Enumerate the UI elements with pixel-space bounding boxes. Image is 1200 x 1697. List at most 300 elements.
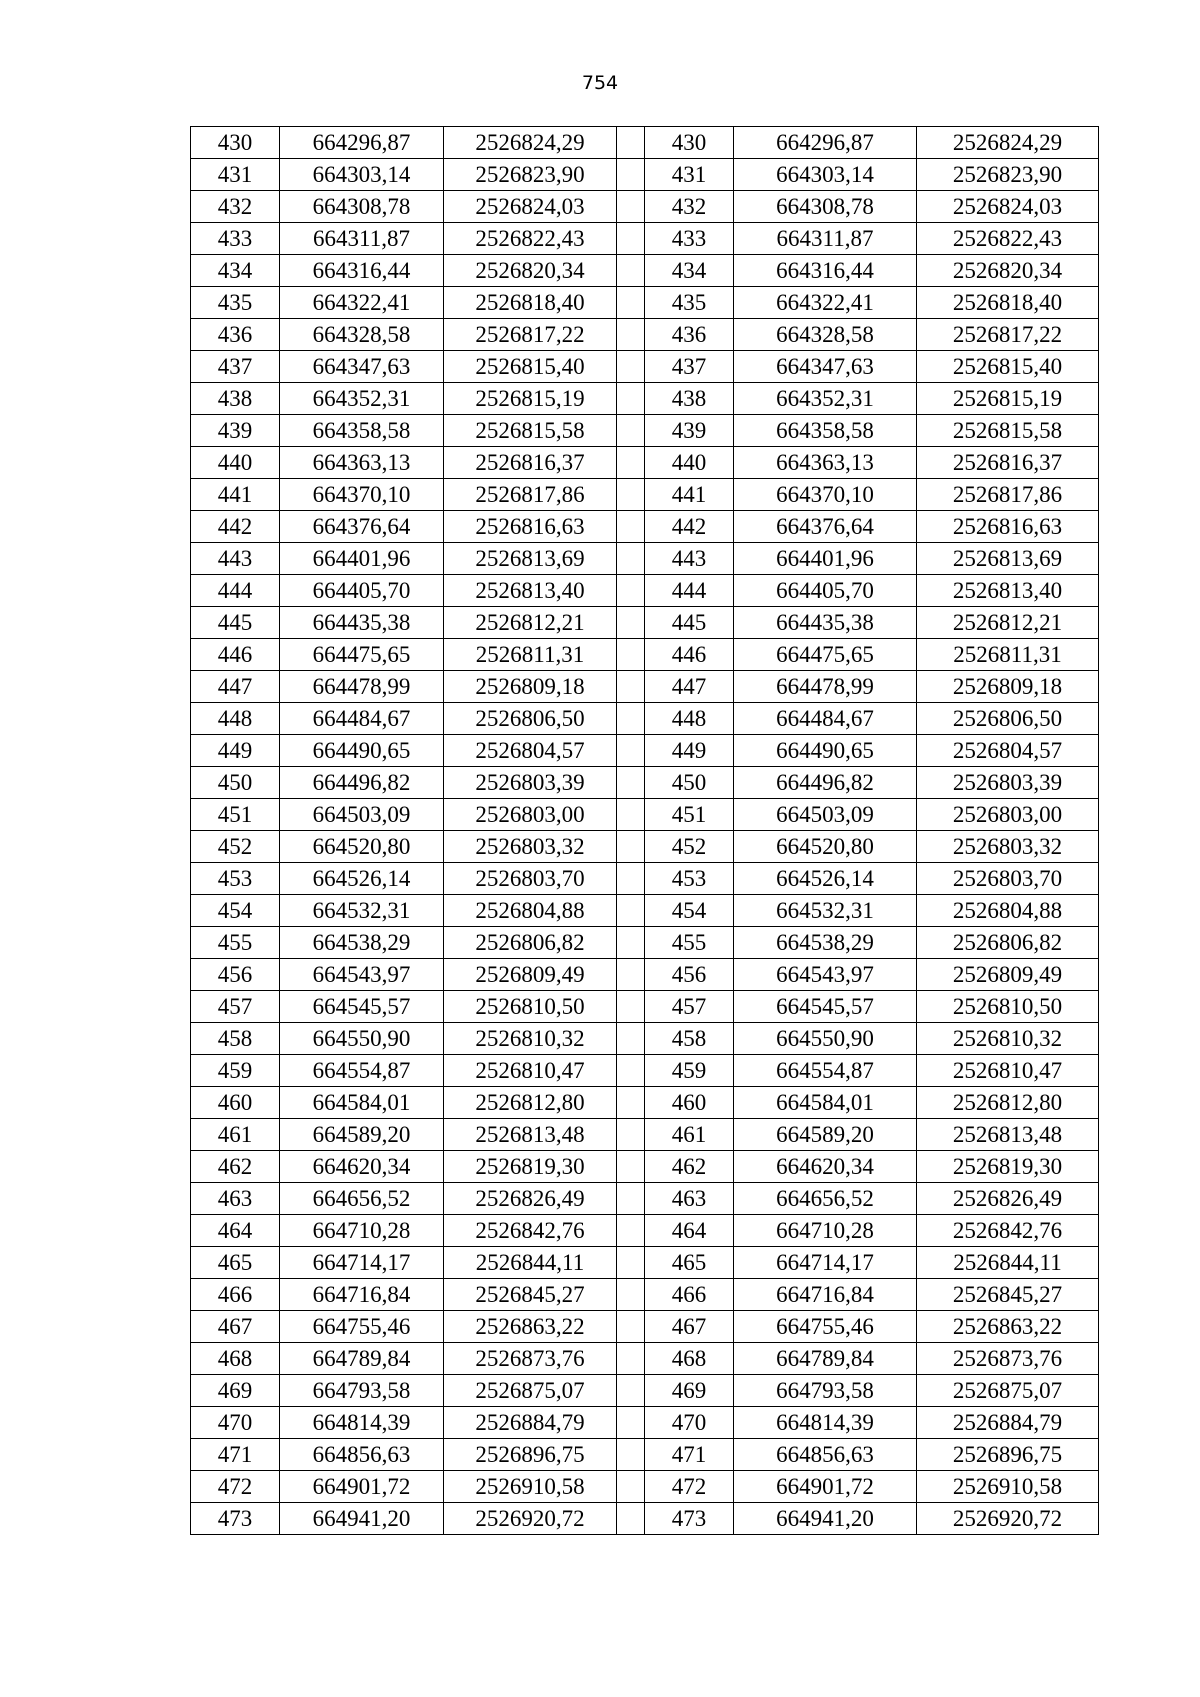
point-number-cell: 459 bbox=[645, 1055, 734, 1087]
y-coordinate-cell: 2526815,19 bbox=[444, 383, 617, 415]
x-coordinate-cell: 664554,87 bbox=[734, 1055, 917, 1087]
y-coordinate-cell: 2526896,75 bbox=[444, 1439, 617, 1471]
point-number-cell: 435 bbox=[191, 287, 280, 319]
point-number-cell: 453 bbox=[645, 863, 734, 895]
x-coordinate-cell: 664358,58 bbox=[280, 415, 444, 447]
y-coordinate-cell: 2526803,39 bbox=[917, 767, 1099, 799]
spacer-cell bbox=[617, 575, 645, 607]
x-coordinate-cell: 664550,90 bbox=[734, 1023, 917, 1055]
table-row bbox=[191, 1439, 1099, 1471]
spacer-cell bbox=[617, 1503, 645, 1535]
table-row bbox=[191, 1183, 1099, 1215]
point-number-cell: 450 bbox=[191, 767, 280, 799]
point-number-cell: 451 bbox=[645, 799, 734, 831]
table-row bbox=[191, 479, 1099, 511]
x-coordinate-cell: 664545,57 bbox=[280, 991, 444, 1023]
point-number-cell: 455 bbox=[191, 927, 280, 959]
point-number-cell: 458 bbox=[191, 1023, 280, 1055]
x-coordinate-cell: 664347,63 bbox=[734, 351, 917, 383]
spacer-cell bbox=[617, 607, 645, 639]
point-number-cell: 463 bbox=[191, 1183, 280, 1215]
y-coordinate-cell: 2526811,31 bbox=[917, 639, 1099, 671]
y-coordinate-cell: 2526812,21 bbox=[917, 607, 1099, 639]
x-coordinate-cell: 664538,29 bbox=[734, 927, 917, 959]
point-number-cell: 461 bbox=[191, 1119, 280, 1151]
table-row bbox=[191, 159, 1099, 191]
spacer-cell bbox=[617, 1343, 645, 1375]
x-coordinate-cell: 664303,14 bbox=[734, 159, 917, 191]
y-coordinate-cell: 2526822,43 bbox=[917, 223, 1099, 255]
point-number-cell: 448 bbox=[191, 703, 280, 735]
table-row bbox=[191, 1279, 1099, 1311]
spacer-cell bbox=[617, 799, 645, 831]
table-row bbox=[191, 255, 1099, 287]
y-coordinate-cell: 2526810,32 bbox=[917, 1023, 1099, 1055]
y-coordinate-cell: 2526804,88 bbox=[917, 895, 1099, 927]
point-number-cell: 441 bbox=[191, 479, 280, 511]
table-row bbox=[191, 127, 1099, 159]
y-coordinate-cell: 2526844,11 bbox=[917, 1247, 1099, 1279]
y-coordinate-cell: 2526819,30 bbox=[917, 1151, 1099, 1183]
y-coordinate-cell: 2526875,07 bbox=[444, 1375, 617, 1407]
spacer-cell bbox=[617, 1215, 645, 1247]
y-coordinate-cell: 2526804,57 bbox=[917, 735, 1099, 767]
x-coordinate-cell: 664435,38 bbox=[734, 607, 917, 639]
table-row bbox=[191, 1247, 1099, 1279]
point-number-cell: 442 bbox=[191, 511, 280, 543]
y-coordinate-cell: 2526804,57 bbox=[444, 735, 617, 767]
y-coordinate-cell: 2526824,03 bbox=[444, 191, 617, 223]
point-number-cell: 466 bbox=[645, 1279, 734, 1311]
y-coordinate-cell: 2526806,82 bbox=[917, 927, 1099, 959]
x-coordinate-cell: 664311,87 bbox=[734, 223, 917, 255]
y-coordinate-cell: 2526910,58 bbox=[917, 1471, 1099, 1503]
point-number-cell: 455 bbox=[645, 927, 734, 959]
x-coordinate-cell: 664620,34 bbox=[280, 1151, 444, 1183]
point-number-cell: 471 bbox=[191, 1439, 280, 1471]
x-coordinate-cell: 664793,58 bbox=[734, 1375, 917, 1407]
x-coordinate-cell: 664296,87 bbox=[734, 127, 917, 159]
spacer-cell bbox=[617, 1439, 645, 1471]
spacer-cell bbox=[617, 991, 645, 1023]
y-coordinate-cell: 2526806,50 bbox=[917, 703, 1099, 735]
x-coordinate-cell: 664532,31 bbox=[734, 895, 917, 927]
table-row bbox=[191, 863, 1099, 895]
x-coordinate-cell: 664793,58 bbox=[280, 1375, 444, 1407]
x-coordinate-cell: 664589,20 bbox=[280, 1119, 444, 1151]
spacer-cell bbox=[617, 127, 645, 159]
x-coordinate-cell: 664484,67 bbox=[280, 703, 444, 735]
x-coordinate-cell: 664538,29 bbox=[280, 927, 444, 959]
point-number-cell: 452 bbox=[645, 831, 734, 863]
table-row bbox=[191, 1311, 1099, 1343]
point-number-cell: 465 bbox=[191, 1247, 280, 1279]
point-number-cell: 432 bbox=[645, 191, 734, 223]
y-coordinate-cell: 2526815,58 bbox=[917, 415, 1099, 447]
point-number-cell: 434 bbox=[645, 255, 734, 287]
table-row bbox=[191, 511, 1099, 543]
table-row bbox=[191, 799, 1099, 831]
x-coordinate-cell: 664520,80 bbox=[280, 831, 444, 863]
point-number-cell: 435 bbox=[645, 287, 734, 319]
point-number-cell: 446 bbox=[191, 639, 280, 671]
coordinates-table-body bbox=[191, 127, 1099, 1535]
spacer-cell bbox=[617, 1279, 645, 1311]
y-coordinate-cell: 2526824,03 bbox=[917, 191, 1099, 223]
y-coordinate-cell: 2526816,37 bbox=[917, 447, 1099, 479]
y-coordinate-cell: 2526809,18 bbox=[917, 671, 1099, 703]
y-coordinate-cell: 2526813,40 bbox=[917, 575, 1099, 607]
point-number-cell: 460 bbox=[191, 1087, 280, 1119]
table-row bbox=[191, 287, 1099, 319]
spacer-cell bbox=[617, 447, 645, 479]
spacer-cell bbox=[617, 351, 645, 383]
y-coordinate-cell: 2526819,30 bbox=[444, 1151, 617, 1183]
x-coordinate-cell: 664490,65 bbox=[734, 735, 917, 767]
y-coordinate-cell: 2526818,40 bbox=[444, 287, 617, 319]
x-coordinate-cell: 664405,70 bbox=[734, 575, 917, 607]
table-row bbox=[191, 895, 1099, 927]
x-coordinate-cell: 664584,01 bbox=[280, 1087, 444, 1119]
point-number-cell: 438 bbox=[645, 383, 734, 415]
table-row bbox=[191, 191, 1099, 223]
x-coordinate-cell: 664550,90 bbox=[280, 1023, 444, 1055]
point-number-cell: 456 bbox=[645, 959, 734, 991]
x-coordinate-cell: 664303,14 bbox=[280, 159, 444, 191]
spacer-cell bbox=[617, 223, 645, 255]
point-number-cell: 441 bbox=[645, 479, 734, 511]
spacer-cell bbox=[617, 1087, 645, 1119]
point-number-cell: 449 bbox=[191, 735, 280, 767]
point-number-cell: 434 bbox=[191, 255, 280, 287]
x-coordinate-cell: 664316,44 bbox=[280, 255, 444, 287]
x-coordinate-cell: 664435,38 bbox=[280, 607, 444, 639]
x-coordinate-cell: 664478,99 bbox=[734, 671, 917, 703]
coordinates-table bbox=[190, 126, 1099, 1535]
table-row bbox=[191, 959, 1099, 991]
spacer-cell bbox=[617, 287, 645, 319]
x-coordinate-cell: 664475,65 bbox=[734, 639, 917, 671]
x-coordinate-cell: 664901,72 bbox=[734, 1471, 917, 1503]
point-number-cell: 458 bbox=[645, 1023, 734, 1055]
point-number-cell: 466 bbox=[191, 1279, 280, 1311]
x-coordinate-cell: 664941,20 bbox=[734, 1503, 917, 1535]
spacer-cell bbox=[617, 511, 645, 543]
point-number-cell: 461 bbox=[645, 1119, 734, 1151]
x-coordinate-cell: 664370,10 bbox=[734, 479, 917, 511]
spacer-cell bbox=[617, 1247, 645, 1279]
x-coordinate-cell: 664352,31 bbox=[734, 383, 917, 415]
x-coordinate-cell: 664503,09 bbox=[734, 799, 917, 831]
table-row bbox=[191, 319, 1099, 351]
y-coordinate-cell: 2526910,58 bbox=[444, 1471, 617, 1503]
spacer-cell bbox=[617, 927, 645, 959]
y-coordinate-cell: 2526809,49 bbox=[917, 959, 1099, 991]
y-coordinate-cell: 2526803,32 bbox=[444, 831, 617, 863]
y-coordinate-cell: 2526816,37 bbox=[444, 447, 617, 479]
x-coordinate-cell: 664490,65 bbox=[280, 735, 444, 767]
point-number-cell: 472 bbox=[191, 1471, 280, 1503]
table-row bbox=[191, 575, 1099, 607]
x-coordinate-cell: 664620,34 bbox=[734, 1151, 917, 1183]
point-number-cell: 437 bbox=[191, 351, 280, 383]
table-row bbox=[191, 735, 1099, 767]
point-number-cell: 468 bbox=[645, 1343, 734, 1375]
y-coordinate-cell: 2526842,76 bbox=[917, 1215, 1099, 1247]
x-coordinate-cell: 664503,09 bbox=[280, 799, 444, 831]
x-coordinate-cell: 664376,64 bbox=[734, 511, 917, 543]
point-number-cell: 470 bbox=[191, 1407, 280, 1439]
x-coordinate-cell: 664401,96 bbox=[734, 543, 917, 575]
y-coordinate-cell: 2526813,40 bbox=[444, 575, 617, 607]
x-coordinate-cell: 664484,67 bbox=[734, 703, 917, 735]
x-coordinate-cell: 664755,46 bbox=[280, 1311, 444, 1343]
x-coordinate-cell: 664755,46 bbox=[734, 1311, 917, 1343]
x-coordinate-cell: 664376,64 bbox=[280, 511, 444, 543]
x-coordinate-cell: 664656,52 bbox=[734, 1183, 917, 1215]
point-number-cell: 473 bbox=[191, 1503, 280, 1535]
spacer-cell bbox=[617, 1119, 645, 1151]
point-number-cell: 447 bbox=[645, 671, 734, 703]
x-coordinate-cell: 664584,01 bbox=[734, 1087, 917, 1119]
point-number-cell: 465 bbox=[645, 1247, 734, 1279]
point-number-cell: 464 bbox=[645, 1215, 734, 1247]
x-coordinate-cell: 664901,72 bbox=[280, 1471, 444, 1503]
y-coordinate-cell: 2526817,22 bbox=[444, 319, 617, 351]
point-number-cell: 449 bbox=[645, 735, 734, 767]
table-row bbox=[191, 703, 1099, 735]
point-number-cell: 447 bbox=[191, 671, 280, 703]
y-coordinate-cell: 2526812,80 bbox=[917, 1087, 1099, 1119]
y-coordinate-cell: 2526810,50 bbox=[444, 991, 617, 1023]
point-number-cell: 443 bbox=[191, 543, 280, 575]
x-coordinate-cell: 664405,70 bbox=[280, 575, 444, 607]
point-number-cell: 464 bbox=[191, 1215, 280, 1247]
table-row bbox=[191, 1119, 1099, 1151]
y-coordinate-cell: 2526824,29 bbox=[917, 127, 1099, 159]
y-coordinate-cell: 2526823,90 bbox=[444, 159, 617, 191]
x-coordinate-cell: 664475,65 bbox=[280, 639, 444, 671]
x-coordinate-cell: 664656,52 bbox=[280, 1183, 444, 1215]
table-row bbox=[191, 415, 1099, 447]
y-coordinate-cell: 2526815,19 bbox=[917, 383, 1099, 415]
spacer-cell bbox=[617, 415, 645, 447]
x-coordinate-cell: 664308,78 bbox=[734, 191, 917, 223]
x-coordinate-cell: 664716,84 bbox=[280, 1279, 444, 1311]
y-coordinate-cell: 2526810,47 bbox=[444, 1055, 617, 1087]
point-number-cell: 459 bbox=[191, 1055, 280, 1087]
point-number-cell: 460 bbox=[645, 1087, 734, 1119]
y-coordinate-cell: 2526863,22 bbox=[917, 1311, 1099, 1343]
y-coordinate-cell: 2526817,22 bbox=[917, 319, 1099, 351]
y-coordinate-cell: 2526823,90 bbox=[917, 159, 1099, 191]
x-coordinate-cell: 664714,17 bbox=[734, 1247, 917, 1279]
table-row bbox=[191, 1087, 1099, 1119]
point-number-cell: 454 bbox=[191, 895, 280, 927]
point-number-cell: 451 bbox=[191, 799, 280, 831]
point-number-cell: 430 bbox=[645, 127, 734, 159]
x-coordinate-cell: 664496,82 bbox=[280, 767, 444, 799]
y-coordinate-cell: 2526844,11 bbox=[444, 1247, 617, 1279]
table-row bbox=[191, 927, 1099, 959]
y-coordinate-cell: 2526873,76 bbox=[917, 1343, 1099, 1375]
table-row bbox=[191, 351, 1099, 383]
x-coordinate-cell: 664308,78 bbox=[280, 191, 444, 223]
spacer-cell bbox=[617, 639, 645, 671]
point-number-cell: 463 bbox=[645, 1183, 734, 1215]
y-coordinate-cell: 2526813,69 bbox=[444, 543, 617, 575]
x-coordinate-cell: 664363,13 bbox=[734, 447, 917, 479]
table-row bbox=[191, 223, 1099, 255]
spacer-cell bbox=[617, 1183, 645, 1215]
y-coordinate-cell: 2526816,63 bbox=[444, 511, 617, 543]
spacer-cell bbox=[617, 703, 645, 735]
y-coordinate-cell: 2526820,34 bbox=[444, 255, 617, 287]
x-coordinate-cell: 664352,31 bbox=[280, 383, 444, 415]
y-coordinate-cell: 2526806,82 bbox=[444, 927, 617, 959]
spacer-cell bbox=[617, 767, 645, 799]
y-coordinate-cell: 2526884,79 bbox=[444, 1407, 617, 1439]
point-number-cell: 440 bbox=[645, 447, 734, 479]
x-coordinate-cell: 664856,63 bbox=[734, 1439, 917, 1471]
point-number-cell: 472 bbox=[645, 1471, 734, 1503]
point-number-cell: 446 bbox=[645, 639, 734, 671]
y-coordinate-cell: 2526803,70 bbox=[444, 863, 617, 895]
spacer-cell bbox=[617, 895, 645, 927]
spacer-cell bbox=[617, 383, 645, 415]
table-row bbox=[191, 607, 1099, 639]
point-number-cell: 467 bbox=[645, 1311, 734, 1343]
y-coordinate-cell: 2526817,86 bbox=[917, 479, 1099, 511]
table-row bbox=[191, 1343, 1099, 1375]
x-coordinate-cell: 664478,99 bbox=[280, 671, 444, 703]
spacer-cell bbox=[617, 1311, 645, 1343]
point-number-cell: 439 bbox=[645, 415, 734, 447]
point-number-cell: 468 bbox=[191, 1343, 280, 1375]
y-coordinate-cell: 2526826,49 bbox=[444, 1183, 617, 1215]
y-coordinate-cell: 2526842,76 bbox=[444, 1215, 617, 1247]
spacer-cell bbox=[617, 255, 645, 287]
x-coordinate-cell: 664814,39 bbox=[734, 1407, 917, 1439]
point-number-cell: 440 bbox=[191, 447, 280, 479]
point-number-cell: 442 bbox=[645, 511, 734, 543]
y-coordinate-cell: 2526875,07 bbox=[917, 1375, 1099, 1407]
table-row bbox=[191, 1375, 1099, 1407]
point-number-cell: 433 bbox=[645, 223, 734, 255]
y-coordinate-cell: 2526873,76 bbox=[444, 1343, 617, 1375]
x-coordinate-cell: 664716,84 bbox=[734, 1279, 917, 1311]
point-number-cell: 431 bbox=[645, 159, 734, 191]
x-coordinate-cell: 664543,97 bbox=[280, 959, 444, 991]
spacer-cell bbox=[617, 543, 645, 575]
point-number-cell: 437 bbox=[645, 351, 734, 383]
point-number-cell: 448 bbox=[645, 703, 734, 735]
x-coordinate-cell: 664710,28 bbox=[280, 1215, 444, 1247]
x-coordinate-cell: 664496,82 bbox=[734, 767, 917, 799]
y-coordinate-cell: 2526817,86 bbox=[444, 479, 617, 511]
spacer-cell bbox=[617, 959, 645, 991]
spacer-cell bbox=[617, 671, 645, 703]
point-number-cell: 436 bbox=[645, 319, 734, 351]
y-coordinate-cell: 2526804,88 bbox=[444, 895, 617, 927]
y-coordinate-cell: 2526809,18 bbox=[444, 671, 617, 703]
y-coordinate-cell: 2526810,32 bbox=[444, 1023, 617, 1055]
table-row bbox=[191, 543, 1099, 575]
table-row bbox=[191, 831, 1099, 863]
y-coordinate-cell: 2526816,63 bbox=[917, 511, 1099, 543]
point-number-cell: 456 bbox=[191, 959, 280, 991]
x-coordinate-cell: 664941,20 bbox=[280, 1503, 444, 1535]
point-number-cell: 471 bbox=[645, 1439, 734, 1471]
point-number-cell: 431 bbox=[191, 159, 280, 191]
point-number-cell: 457 bbox=[191, 991, 280, 1023]
spacer-cell bbox=[617, 159, 645, 191]
y-coordinate-cell: 2526803,00 bbox=[444, 799, 617, 831]
point-number-cell: 467 bbox=[191, 1311, 280, 1343]
y-coordinate-cell: 2526863,22 bbox=[444, 1311, 617, 1343]
x-coordinate-cell: 664322,41 bbox=[734, 287, 917, 319]
spacer-cell bbox=[617, 1055, 645, 1087]
point-number-cell: 453 bbox=[191, 863, 280, 895]
y-coordinate-cell: 2526822,43 bbox=[444, 223, 617, 255]
x-coordinate-cell: 664358,58 bbox=[734, 415, 917, 447]
y-coordinate-cell: 2526884,79 bbox=[917, 1407, 1099, 1439]
spacer-cell bbox=[617, 735, 645, 767]
point-number-cell: 462 bbox=[645, 1151, 734, 1183]
y-coordinate-cell: 2526818,40 bbox=[917, 287, 1099, 319]
x-coordinate-cell: 664401,96 bbox=[280, 543, 444, 575]
x-coordinate-cell: 664789,84 bbox=[734, 1343, 917, 1375]
x-coordinate-cell: 664520,80 bbox=[734, 831, 917, 863]
x-coordinate-cell: 664545,57 bbox=[734, 991, 917, 1023]
table-row bbox=[191, 1503, 1099, 1535]
y-coordinate-cell: 2526803,32 bbox=[917, 831, 1099, 863]
point-number-cell: 450 bbox=[645, 767, 734, 799]
point-number-cell: 452 bbox=[191, 831, 280, 863]
point-number-cell: 436 bbox=[191, 319, 280, 351]
spacer-cell bbox=[617, 1375, 645, 1407]
x-coordinate-cell: 664328,58 bbox=[734, 319, 917, 351]
x-coordinate-cell: 664526,14 bbox=[280, 863, 444, 895]
x-coordinate-cell: 664856,63 bbox=[280, 1439, 444, 1471]
y-coordinate-cell: 2526920,72 bbox=[444, 1503, 617, 1535]
x-coordinate-cell: 664714,17 bbox=[280, 1247, 444, 1279]
x-coordinate-cell: 664814,39 bbox=[280, 1407, 444, 1439]
table-row bbox=[191, 1471, 1099, 1503]
x-coordinate-cell: 664554,87 bbox=[280, 1055, 444, 1087]
y-coordinate-cell: 2526815,40 bbox=[917, 351, 1099, 383]
y-coordinate-cell: 2526815,58 bbox=[444, 415, 617, 447]
point-number-cell: 439 bbox=[191, 415, 280, 447]
x-coordinate-cell: 664589,20 bbox=[734, 1119, 917, 1151]
x-coordinate-cell: 664347,63 bbox=[280, 351, 444, 383]
table-row bbox=[191, 991, 1099, 1023]
point-number-cell: 469 bbox=[191, 1375, 280, 1407]
spacer-cell bbox=[617, 831, 645, 863]
spacer-cell bbox=[617, 191, 645, 223]
table-row bbox=[191, 383, 1099, 415]
x-coordinate-cell: 664311,87 bbox=[280, 223, 444, 255]
y-coordinate-cell: 2526810,50 bbox=[917, 991, 1099, 1023]
table-row bbox=[191, 1407, 1099, 1439]
table-row bbox=[191, 1023, 1099, 1055]
y-coordinate-cell: 2526803,70 bbox=[917, 863, 1099, 895]
point-number-cell: 473 bbox=[645, 1503, 734, 1535]
point-number-cell: 444 bbox=[191, 575, 280, 607]
y-coordinate-cell: 2526896,75 bbox=[917, 1439, 1099, 1471]
spacer-cell bbox=[617, 319, 645, 351]
x-coordinate-cell: 664543,97 bbox=[734, 959, 917, 991]
